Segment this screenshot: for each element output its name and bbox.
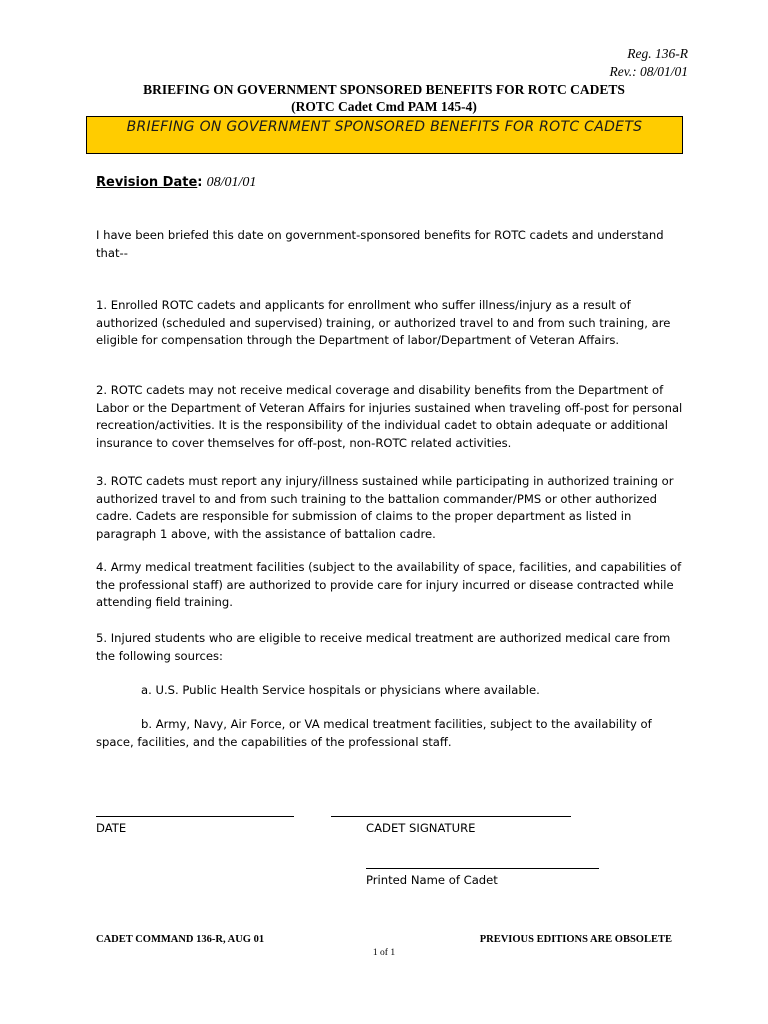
- document-subtitle: (ROTC Cadet Cmd PAM 145-4): [291, 99, 477, 114]
- benefit-item-1: 1. Enrolled ROTC cadets and applicants for enrollment who suffer illness/injury as a result of authorized (scheduled and supervised) training, or authorized travel to and from such training, are eligible for compensation through the Department of labor/Department of Veteran Affairs.: [96, 298, 671, 347]
- revision-date-colon: :: [197, 175, 203, 190]
- benefit-item-4: 4. Army medical treatment facilities (subject to the availability of space, facilities, and capabilities of the professional staff) are authorized to provide care for injury incurred or disease contracted while attending field training.: [96, 560, 682, 609]
- benefit-item-3: 3. ROTC cadets must report any injury/illness sustained while participating in authorized training or authorized travel to and from such training to the battalion commander/PMS or other authorized cadre. Cadets are responsible for submission of claims to the proper department as listed in paragraph 1 above, with the assistance of battalion cadre.: [96, 474, 674, 541]
- footer-form-number: CADET COMMAND 136-R, AUG 01: [96, 934, 265, 945]
- revision-number: Rev.: 08/01/01: [609, 64, 688, 79]
- date-label: DATE: [96, 821, 127, 835]
- printed-name-line[interactable]: [366, 868, 599, 869]
- cadet-signature-label: CADET SIGNATURE: [366, 821, 476, 835]
- benefit-item-5: 5. Injured students who are eligible to receive medical treatment are authorized medical care from the following sources:: [96, 631, 671, 663]
- benefit-item-2: 2. ROTC cadets may not receive medical coverage and disability benefits from the Department of Labor or the Department of Veteran Affairs for injuries sustained when traveling off-post for personal recreation/activities. It is the responsibility of the individual cadet to obtain adequate or additional insurance to cover themselves for off-post, non-ROTC related activities.: [96, 383, 683, 450]
- benefit-item-5a: a. U.S. Public Health Service hospitals or physicians where available.: [141, 683, 540, 697]
- benefit-item-5b: b. Army, Navy, Air Force, or VA medical treatment facilities, subject to the availability of space, facilities, and the capabilities of the professional staff.: [96, 717, 652, 749]
- date-signature-line[interactable]: [96, 816, 294, 817]
- printed-name-label: Printed Name of Cadet: [366, 873, 498, 887]
- revision-date: [96, 175, 256, 191]
- revision-date-label: Revision Date: [96, 175, 198, 190]
- cadet-signature-line[interactable]: [331, 816, 571, 817]
- revision-date-value: 08/01/01: [206, 175, 257, 190]
- regulation-number: Reg. 136-R: [627, 46, 688, 61]
- title-banner: BRIEFING ON GOVERNMENT SPONSORED BENEFITS FOR ROTC CADETS: [86, 116, 683, 154]
- footer-obsolete-notice: PREVIOUS EDITIONS ARE OBSOLETE: [479, 934, 672, 945]
- page-number: 1 of 1: [372, 948, 396, 958]
- document-title: BRIEFING ON GOVERNMENT SPONSORED BENEFITS FOR ROTC CADETS: [143, 82, 625, 97]
- intro-paragraph: I have been briefed this date on government-sponsored benefits for ROTC cadets and understand that--: [96, 228, 664, 260]
